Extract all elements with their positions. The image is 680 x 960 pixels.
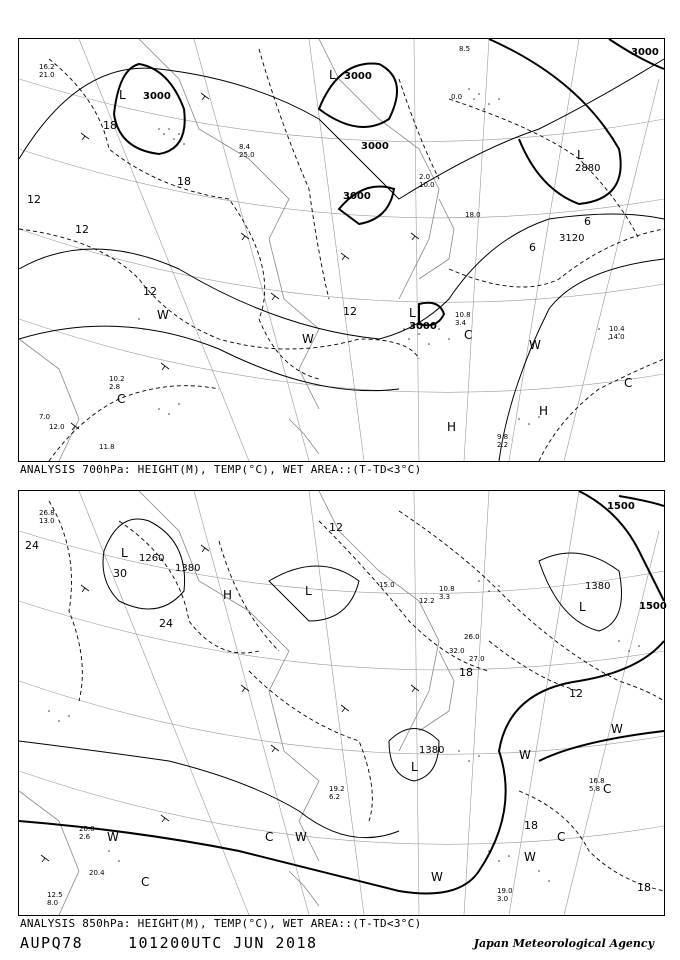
station-value: 2.0 [419, 173, 431, 181]
station-value: 20.4 [89, 869, 105, 877]
temp-label: 18 [637, 881, 651, 894]
height-label: 1500 [607, 501, 635, 512]
station-value: 32.0 [449, 647, 465, 655]
product-id: AUPQ78 [20, 934, 84, 952]
chart-850hpa [19, 491, 667, 915]
temp-label: 12 [27, 193, 41, 206]
warm-symbol: W [611, 722, 623, 736]
temp-label: 18 [103, 119, 117, 132]
height-label: 3120 [559, 233, 585, 244]
station-value: 10.4 [609, 325, 625, 333]
station-value: 6.2 [329, 793, 341, 801]
wet-areas [138, 88, 620, 425]
temp-label: 18 [459, 666, 473, 679]
station-value: 26.0 [464, 633, 480, 641]
low-symbol: L [121, 546, 128, 560]
station-value: 19.2 [329, 785, 345, 793]
station-value: 7.0 [39, 413, 51, 421]
height-label: 3000 [343, 191, 371, 202]
temp-label: 24 [25, 539, 39, 552]
low-symbol: L [409, 306, 416, 320]
cold-symbol: C [464, 328, 473, 342]
temp-label: 30 [113, 567, 127, 580]
height-label: 3000 [344, 71, 372, 82]
warm-symbol: W [157, 308, 169, 322]
station-value: 11.8 [99, 443, 115, 451]
cold-symbol: C [624, 376, 633, 390]
temp-label: 12 [569, 687, 583, 700]
station-value: 3.4 [455, 319, 467, 327]
station-value: 16.8 [589, 777, 605, 785]
temp-label: 18 [177, 175, 191, 188]
pressure-symbols [117, 68, 632, 434]
height-labels [139, 501, 667, 756]
height-labels [143, 47, 659, 332]
valid-time: 101200UTC JUN 2018 [128, 934, 318, 952]
temperature-labels [27, 119, 591, 318]
station-value: 10.8 [455, 311, 471, 319]
cold-symbol: C [265, 830, 274, 844]
caption-700hpa: ANALYSIS 700hPa: HEIGHT(M), TEMP(°C), WET AREA::(T-TD<3°C) [20, 463, 422, 476]
warm-symbol: W [107, 830, 119, 844]
graticule [19, 491, 664, 915]
station-value: 19.0 [497, 887, 513, 895]
cold-symbol: C [603, 782, 612, 796]
station-value: 0.0 [451, 93, 463, 101]
station-value: 12.0 [49, 423, 65, 431]
temp-label: 24 [159, 617, 173, 630]
temp-label: 12 [75, 223, 89, 236]
height-label: 3000 [631, 47, 659, 58]
station-value: 12.2 [419, 597, 435, 605]
high-symbol: H [539, 404, 549, 418]
height-label: 3000 [409, 321, 437, 332]
height-label: 2880 [575, 163, 601, 174]
station-value: 5.8 [589, 785, 601, 793]
station-value: 8.5 [459, 45, 471, 53]
station-value: 12.5 [47, 891, 63, 899]
warm-symbol: W [302, 332, 314, 346]
low-symbol: L [411, 760, 418, 774]
high-symbol: H [447, 420, 457, 434]
temp-label: 6 [529, 241, 536, 254]
height-label: 3000 [361, 141, 389, 152]
height-label: 1380 [585, 581, 611, 592]
height-label: 1260 [139, 553, 165, 564]
caption-850hpa: ANALYSIS 850hPa: HEIGHT(M), TEMP(°C), WET AREA::(T-TD<3°C) [20, 917, 422, 930]
high-symbol: H [223, 588, 233, 602]
station-value: 2.6 [79, 833, 91, 841]
station-value: 9.8 [497, 433, 509, 441]
station-value: 25.0 [239, 151, 255, 159]
station-value: 26.8 [39, 509, 55, 517]
low-symbol: L [119, 88, 126, 102]
station-value: 10.0 [419, 181, 435, 189]
height-label: 1500 [639, 601, 667, 612]
temp-label: 12 [343, 305, 357, 318]
height-label: 1380 [419, 745, 445, 756]
station-value: 13.0 [39, 517, 55, 525]
station-value: 27.0 [469, 655, 485, 663]
station-values [39, 45, 625, 451]
warm-symbol: W [519, 748, 531, 762]
low-symbol: L [579, 600, 586, 614]
station-value: 10.8 [439, 585, 455, 593]
station-value: 2.2 [497, 441, 509, 449]
station-value: 3.0 [497, 895, 509, 903]
warm-symbol: W [431, 870, 443, 884]
cold-symbol: C [141, 875, 150, 889]
low-symbol: L [577, 148, 584, 162]
cold-symbol: C [117, 392, 126, 406]
station-value: 14.0 [609, 333, 625, 341]
map-850hpa [18, 490, 665, 916]
low-symbol: L [305, 584, 312, 598]
warm-symbol: W [524, 850, 536, 864]
station-value: 15.0 [379, 581, 395, 589]
station-value: 2.8 [109, 383, 121, 391]
warm-symbol: W [529, 338, 541, 352]
station-value: 20.8 [79, 825, 95, 833]
temp-label: 12 [329, 521, 343, 534]
station-value: 10.2 [109, 375, 125, 383]
station-value: 3.3 [439, 593, 451, 601]
station-value: 8.0 [47, 899, 59, 907]
station-value: 21.0 [39, 71, 55, 79]
wet-areas [48, 580, 640, 882]
chart-700hpa [19, 39, 664, 461]
station-value: 18.0 [465, 211, 481, 219]
agency-name: Japan Meteorological Agency [473, 937, 654, 950]
temp-label: 6 [584, 215, 591, 228]
temp-label: 12 [143, 285, 157, 298]
height-label: 1380 [175, 563, 201, 574]
cold-symbol: C [557, 830, 566, 844]
station-value: 8.4 [239, 143, 251, 151]
low-symbol: L [329, 68, 336, 82]
station-value: 16.2 [39, 63, 55, 71]
map-700hpa [18, 38, 665, 462]
temp-label: 18 [524, 819, 538, 832]
height-label: 3000 [143, 91, 171, 102]
warm-symbol: W [295, 830, 307, 844]
